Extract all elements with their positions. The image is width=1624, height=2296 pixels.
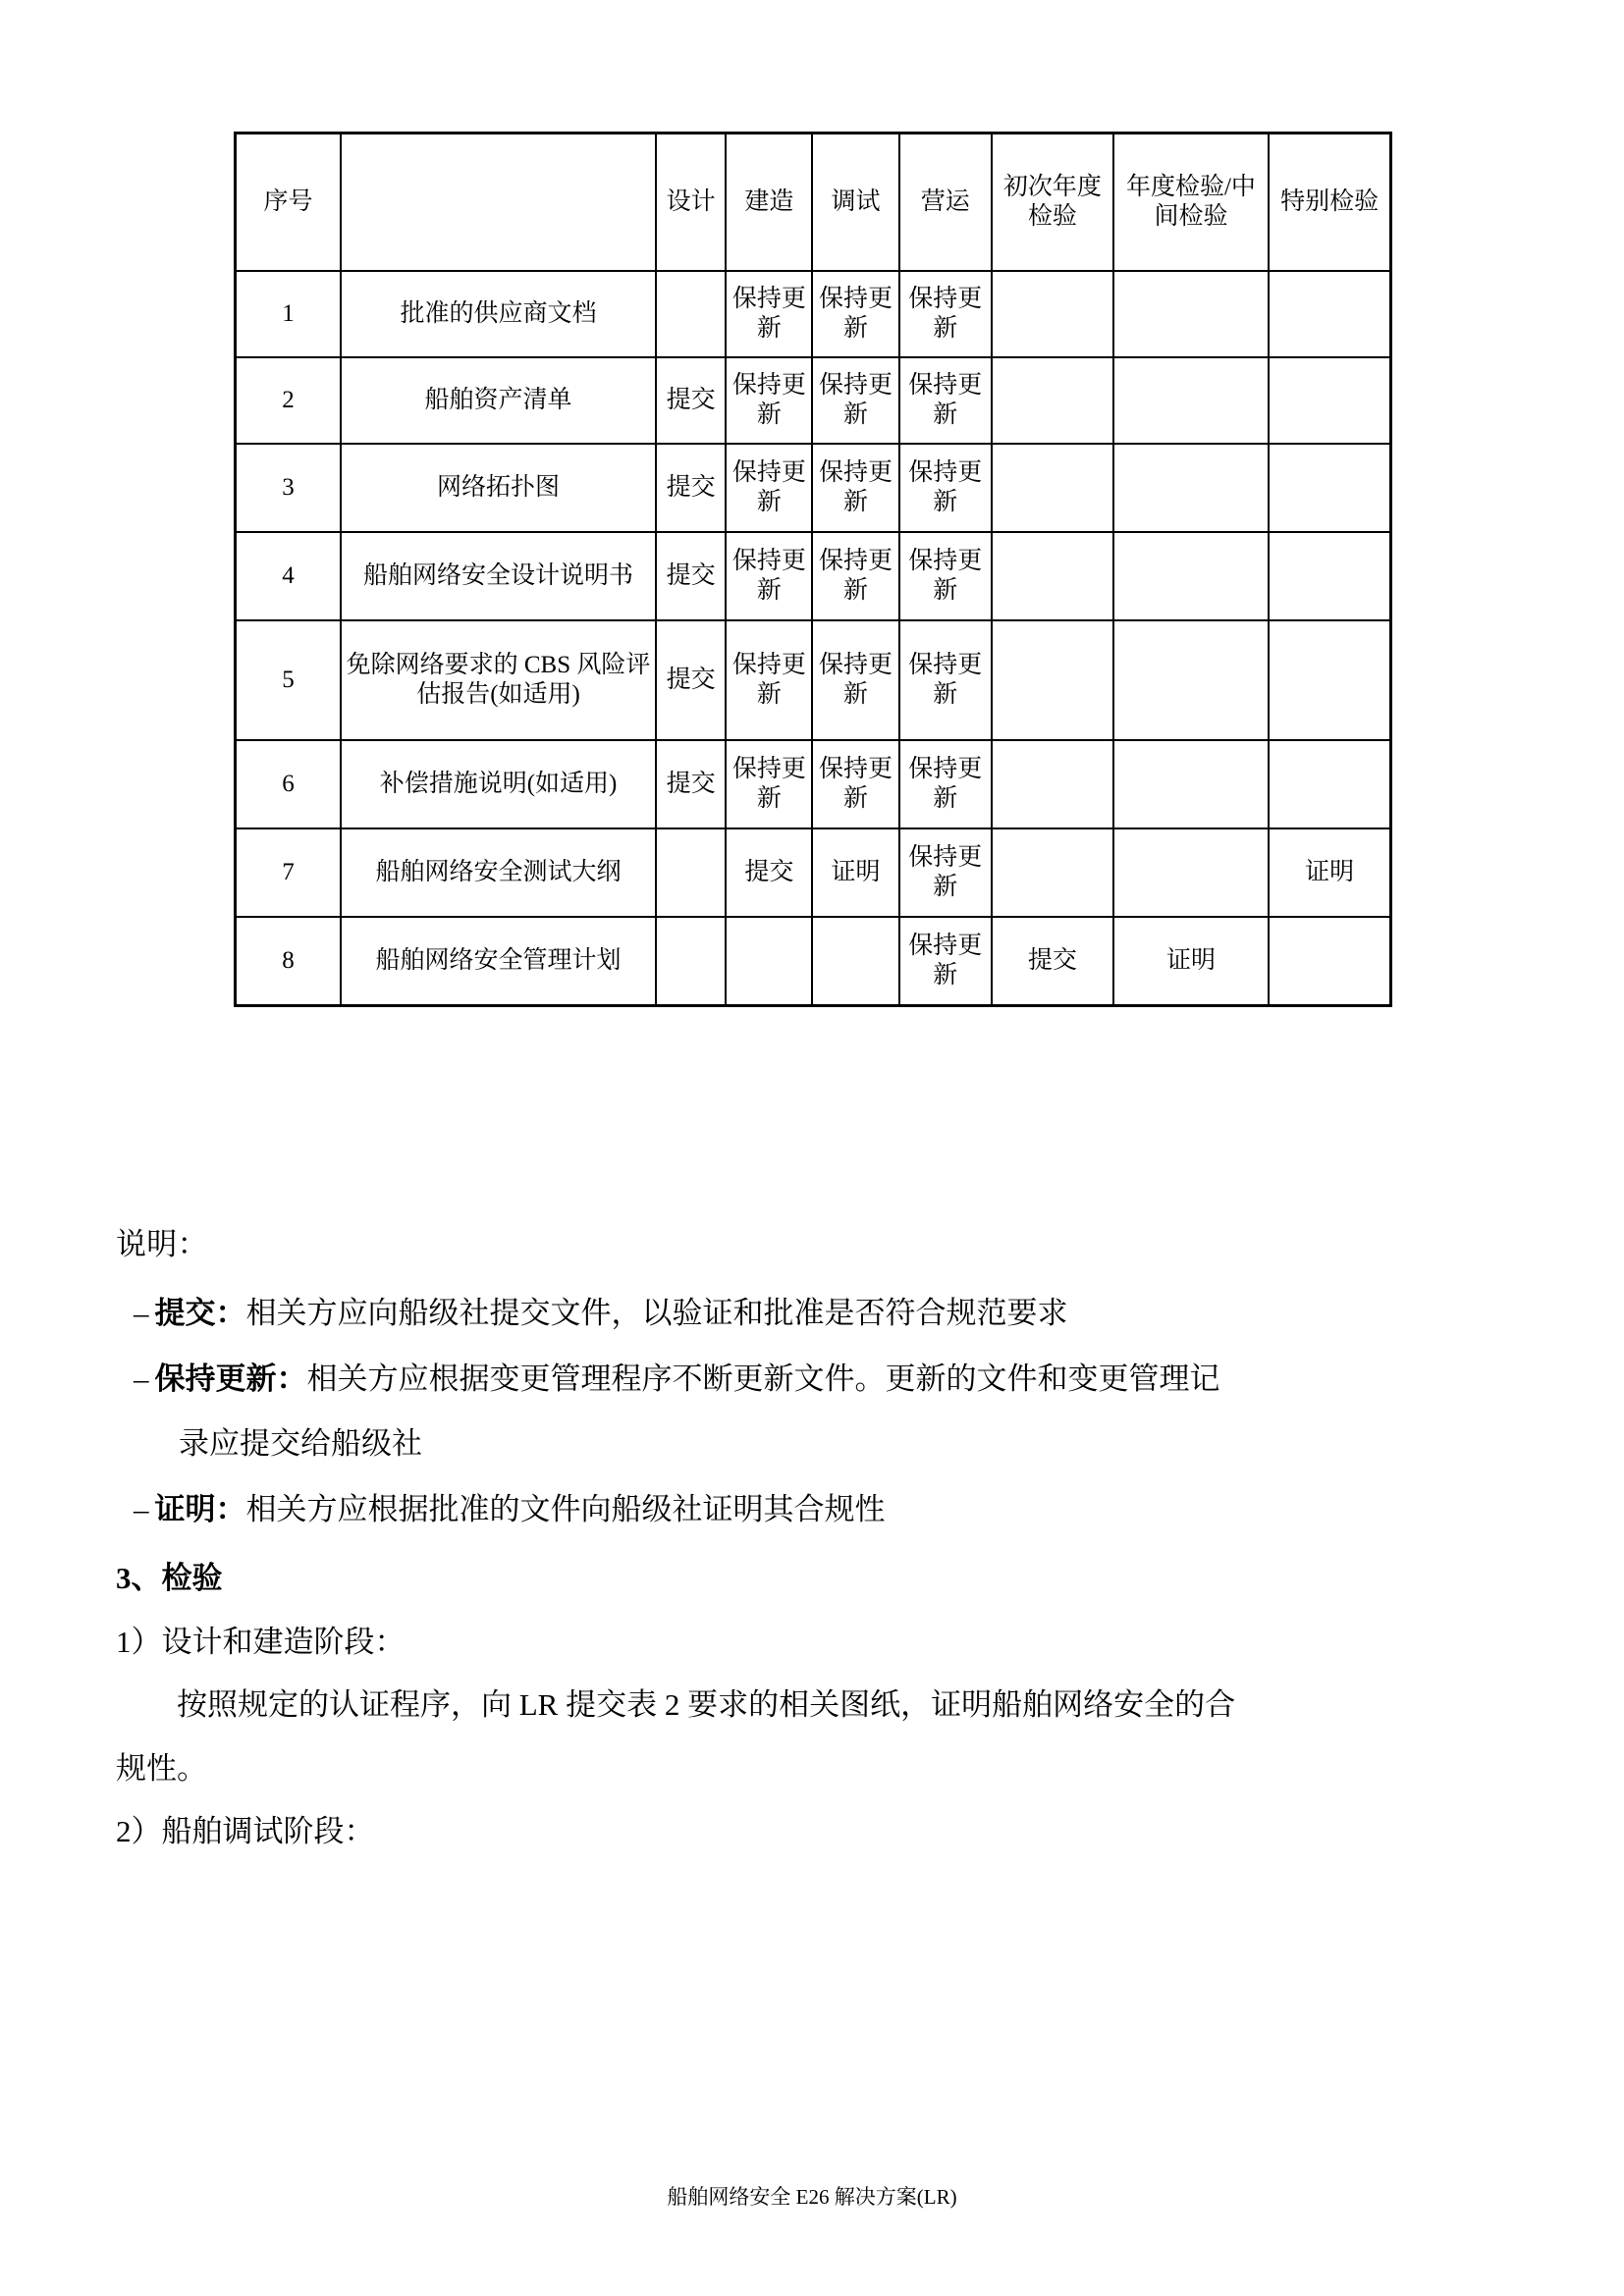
- header-序号: 序号: [236, 133, 342, 272]
- table-row: [236, 357, 1391, 444]
- cell-first-annual: [992, 740, 1113, 828]
- subsection-2-label: 2）船舶调试阶段：: [116, 1813, 375, 1848]
- cell-commissioning: 证明: [812, 828, 898, 917]
- cell-special: [1269, 444, 1390, 532]
- cell-document: 船舶网络安全设计说明书: [341, 532, 656, 620]
- note-term: 提交：: [154, 1296, 246, 1331]
- cell-special: [1269, 620, 1390, 740]
- header-营运: 营运: [899, 133, 992, 272]
- cell-build: 保持更新: [726, 620, 812, 740]
- page-footer: 船舶网络安全 E26 解决方案(LR): [667, 2185, 957, 2209]
- cell-build: 保持更新: [726, 740, 812, 828]
- cell-commissioning: 保持更新: [812, 740, 898, 828]
- note-item-keep-updated: [116, 1350, 1510, 1409]
- cell-special: [1269, 917, 1390, 1006]
- explanatory-text: [116, 1215, 1510, 1865]
- table-row: [236, 444, 1391, 532]
- cell-document: 网络拓扑图: [341, 444, 656, 532]
- cell-first-annual: [992, 357, 1113, 444]
- note-text: 相关方应向船级社提交文件，以验证和批准是否符合规范要求: [245, 1296, 1068, 1331]
- cell-design: 提交: [656, 357, 726, 444]
- note-text: 相关方应根据变更管理程序不断更新文件。更新的文件和变更管理记: [306, 1361, 1220, 1396]
- header-建造: 建造: [726, 133, 812, 272]
- cell-operation: 保持更新: [899, 444, 992, 532]
- header-特别检验: 特别检验: [1269, 133, 1390, 272]
- cell-design: 提交: [656, 620, 726, 740]
- cell-no: 1: [236, 271, 342, 357]
- cell-design: [656, 917, 726, 1006]
- cell-special: 证明: [1269, 828, 1390, 917]
- cell-operation: 保持更新: [899, 271, 992, 357]
- cell-first-annual: [992, 828, 1113, 917]
- cell-no: 5: [236, 620, 342, 740]
- cell-document: 批准的供应商文档: [341, 271, 656, 357]
- cell-annual-intermediate: [1113, 828, 1269, 917]
- cell-first-annual: 提交: [992, 917, 1113, 1006]
- cell-no: 4: [236, 532, 342, 620]
- table-header: [236, 133, 1391, 272]
- cell-build: [726, 917, 812, 1006]
- requirements-table-container: [234, 132, 1392, 1007]
- cell-design: [656, 828, 726, 917]
- section-heading-inspection: 3、检验: [116, 1561, 223, 1596]
- note-text: 相关方应根据批准的文件向船级社证明其合规性: [245, 1491, 886, 1526]
- cell-first-annual: [992, 532, 1113, 620]
- table-row: [236, 917, 1391, 1006]
- cell-build: 提交: [726, 828, 812, 917]
- table-row: [236, 620, 1391, 740]
- cell-special: [1269, 532, 1390, 620]
- cell-design: 提交: [656, 532, 726, 620]
- header-调试: 调试: [812, 133, 898, 272]
- cell-no: 2: [236, 357, 342, 444]
- cell-annual-intermediate: 证明: [1113, 917, 1269, 1006]
- cell-commissioning: 保持更新: [812, 444, 898, 532]
- cell-special: [1269, 271, 1390, 357]
- cell-first-annual: [992, 620, 1113, 740]
- cell-special: [1269, 357, 1390, 444]
- bullet-dash-icon: –: [134, 1491, 149, 1526]
- header-document: [341, 133, 656, 272]
- table-row: [236, 828, 1391, 917]
- cell-build: 保持更新: [726, 271, 812, 357]
- cell-annual-intermediate: [1113, 740, 1269, 828]
- note-item-demonstrate: [116, 1480, 1510, 1539]
- cell-design: [656, 271, 726, 357]
- note-continuation: 录应提交给船级社: [179, 1426, 422, 1462]
- requirements-table: [234, 132, 1392, 1007]
- cell-commissioning: 保持更新: [812, 620, 898, 740]
- cell-build: 保持更新: [726, 357, 812, 444]
- cell-first-annual: [992, 444, 1113, 532]
- cell-annual-intermediate: [1113, 357, 1269, 444]
- table-row: [236, 740, 1391, 828]
- cell-special: [1269, 740, 1390, 828]
- subsection-1-label: 1）设计和建造阶段：: [116, 1624, 406, 1659]
- cell-design: 提交: [656, 444, 726, 532]
- cell-no: 3: [236, 444, 342, 532]
- cell-commissioning: 保持更新: [812, 357, 898, 444]
- header-设计: 设计: [656, 133, 726, 272]
- cell-annual-intermediate: [1113, 271, 1269, 357]
- subsection-1-body-line1: 按照规定的认证程序，向 LR 提交表 2 要求的相关图纸，证明船舶网络安全的合: [177, 1687, 1236, 1723]
- cell-commissioning: 保持更新: [812, 532, 898, 620]
- table-body: [236, 271, 1391, 1006]
- cell-commissioning: [812, 917, 898, 1006]
- cell-document: 船舶资产清单: [341, 357, 656, 444]
- cell-annual-intermediate: [1113, 444, 1269, 532]
- note-term: 证明：: [154, 1491, 246, 1526]
- table-row: [236, 532, 1391, 620]
- cell-document: 船舶网络安全管理计划: [341, 917, 656, 1006]
- header-年度检验中间检验: 年度检验/中间检验: [1113, 133, 1269, 272]
- cell-no: 6: [236, 740, 342, 828]
- bullet-dash-icon: –: [134, 1361, 149, 1396]
- cell-operation: 保持更新: [899, 357, 992, 444]
- bullet-dash-icon: –: [134, 1296, 149, 1331]
- note-item-submit: [116, 1284, 1510, 1343]
- header-初次年度检验: 初次年度检验: [992, 133, 1113, 272]
- cell-commissioning: 保持更新: [812, 271, 898, 357]
- cell-annual-intermediate: [1113, 532, 1269, 620]
- cell-operation: 保持更新: [899, 620, 992, 740]
- note-term: 保持更新：: [154, 1361, 307, 1396]
- cell-operation: 保持更新: [899, 740, 992, 828]
- table-row: [236, 271, 1391, 357]
- cell-operation: 保持更新: [899, 532, 992, 620]
- notes-title: 说明：: [116, 1227, 208, 1261]
- cell-document: 免除网络要求的 CBS 风险评估报告(如适用): [341, 620, 656, 740]
- cell-first-annual: [992, 271, 1113, 357]
- cell-document: 船舶网络安全测试大纲: [341, 828, 656, 917]
- subsection-1-body-line2: 规性。: [116, 1750, 207, 1786]
- cell-no: 7: [236, 828, 342, 917]
- cell-document: 补偿措施说明(如适用): [341, 740, 656, 828]
- cell-build: 保持更新: [726, 532, 812, 620]
- table-header-row: [236, 133, 1391, 272]
- cell-no: 8: [236, 917, 342, 1006]
- cell-build: 保持更新: [726, 444, 812, 532]
- cell-operation: 保持更新: [899, 828, 992, 917]
- cell-operation: 保持更新: [899, 917, 992, 1006]
- cell-annual-intermediate: [1113, 620, 1269, 740]
- cell-design: 提交: [656, 740, 726, 828]
